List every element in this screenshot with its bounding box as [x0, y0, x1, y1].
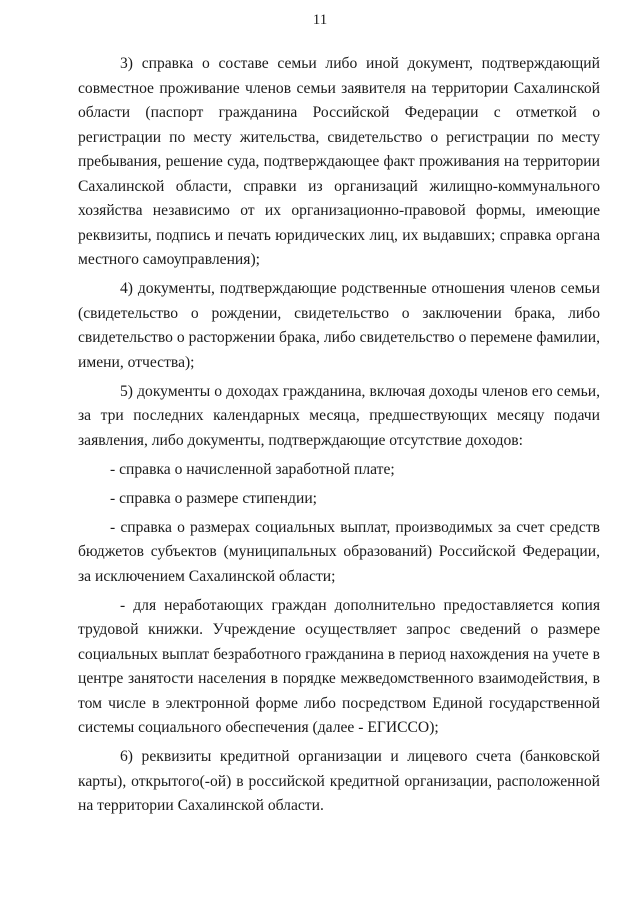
list-item-social-payments-certificate: - справка о размерах социальных выплат, производимых за счет средств бюджетов субъектов (муниципальных образований) Российской Федерации, за исключением Сахалинской области; — [78, 518, 600, 585]
paragraph-item-3-family-composition: 3) справка о составе семьи либо иной документ, подтверждающий совместное проживание членов семьи заявителя на территории Сахалинской области (паспорт гражданина Российской Федерации с отметкой о регистрации по месту жительства, свидетельство о регистрации по месту пребывания, решение суда, подтверждающее факт проживания на территории Сахалинской области, справки из организаций жилищно-коммунального хозяйства независимо от их организационно-правовой формы, имеющие реквизиты, подпись и печать юридических лиц, их выдавших; справка органа местного самоуправления); — [78, 55, 600, 268]
paragraph-item-5-income-documents: 5) документы о доходах гражданина, включая доходы членов его семьи, за три последних календарных месяца, предшествующих месяцу подачи заявления, либо документы, подтверждающие отсутствие доходов: — [78, 382, 600, 449]
paragraph-item-4-kinship-documents: 4) документы, подтверждающие родственные отношения членов семьи (свидетельство о рождении, свидетельство о заключении брака, либо свидетельство о расторжении брака, либо свидетельство о перемене фамилии, имени, отчества); — [78, 280, 600, 371]
list-item-stipend-certificate: - справка о размере стипендии; — [110, 489, 318, 507]
document-body — [78, 52, 600, 823]
paragraph-item-6-bank-details: 6) реквизиты кредитной организации и лицевого счета (банковской карты), открытого(-ой) в российской кредитной организации, расположенной на территории Сахалинской области. — [78, 748, 600, 814]
list-item-salary-certificate: - справка о начисленной заработной плате; — [110, 460, 395, 478]
list-item-unemployed-citizens: - для неработающих граждан дополнительно предоставляется копия трудовой книжки. Учреждение осуществляет запрос сведений о размере социальных выплат безработного гражданина в период нахождения на учете в центре занятости населения в порядке межведомственного взаимодействия, в том числе в электронной форме либо посредством Единой государственной системы социального обеспечения (далее - ЕГИССО); — [78, 596, 600, 736]
page-number: 11 — [312, 12, 328, 28]
